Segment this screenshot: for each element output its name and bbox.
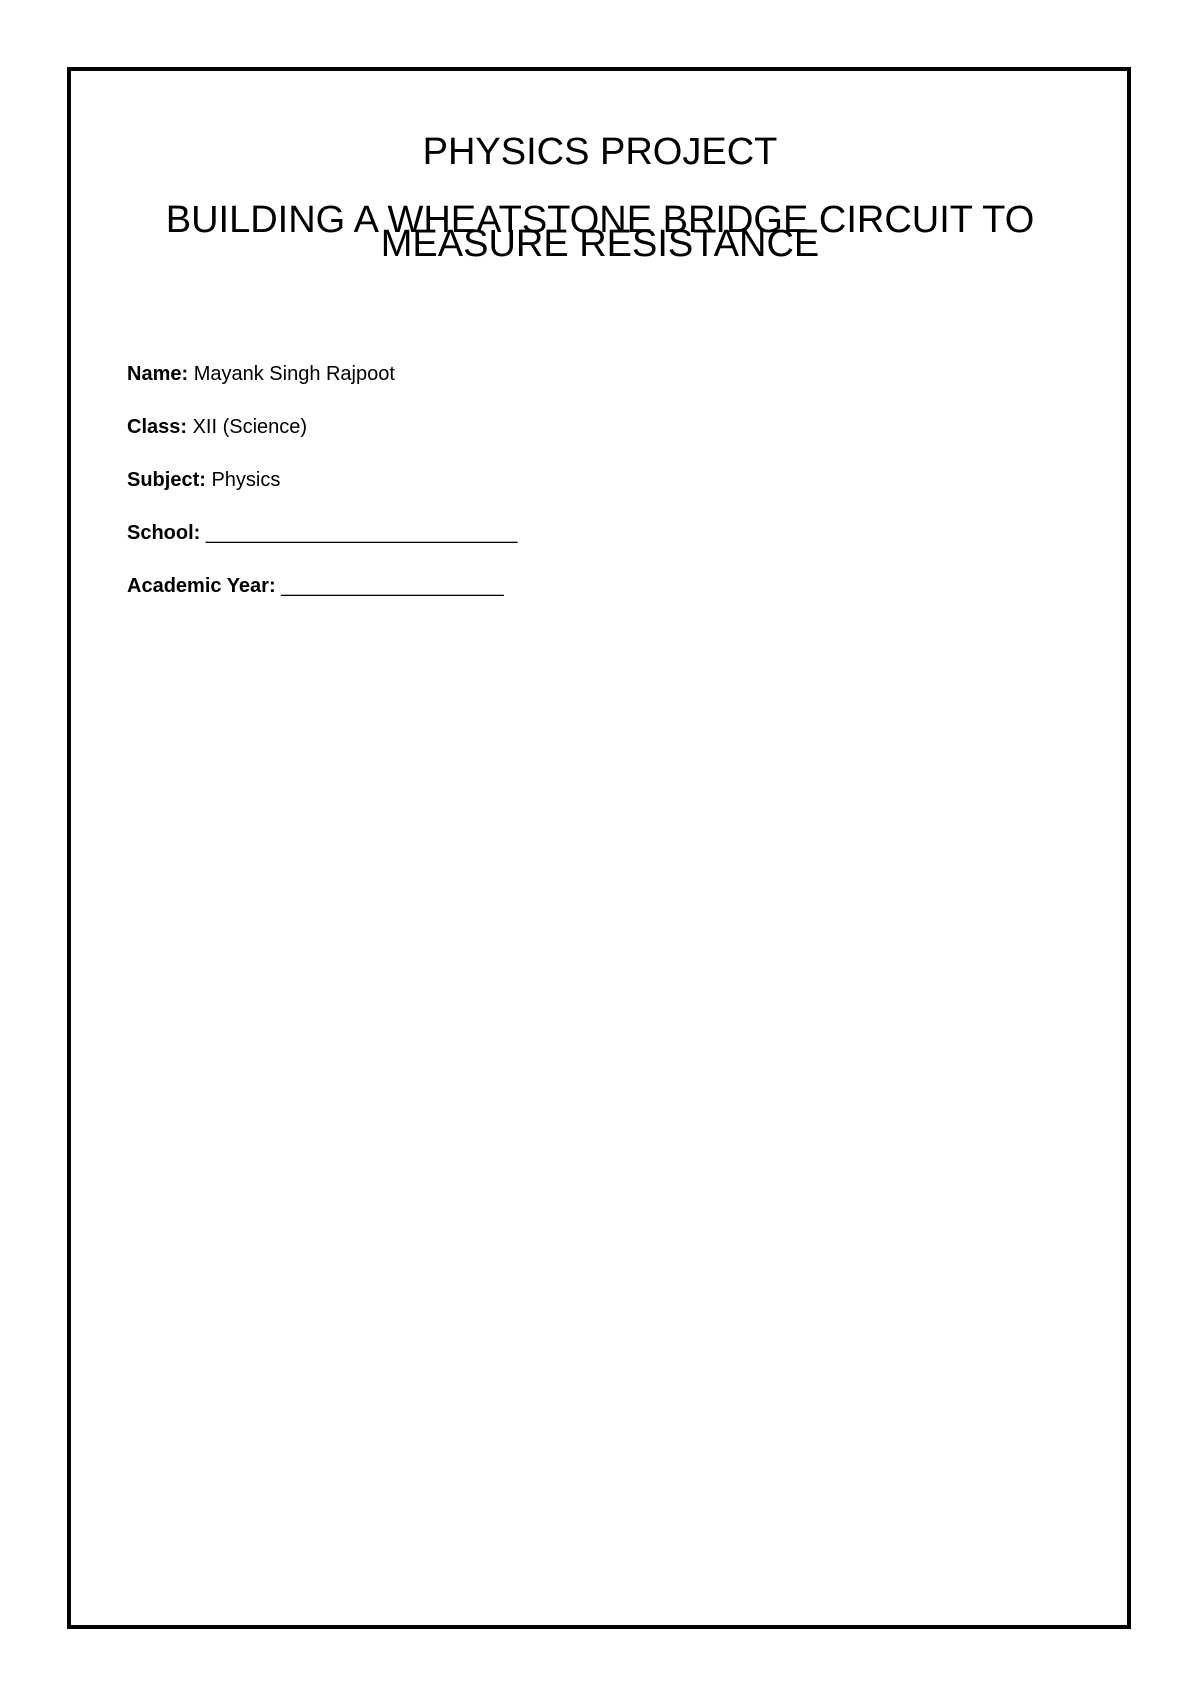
project-subtitle: BUILDING A WHEATSTONE BRIDGE CIRCUIT TO MEASURE RESISTANCE	[165, 199, 1035, 265]
field-value: Physics	[205, 469, 281, 491]
field-label: Subject:	[127, 469, 206, 491]
subject-field	[127, 466, 517, 519]
school-field	[127, 519, 517, 572]
page-border	[67, 67, 1131, 1629]
project-title: PHYSICS PROJECT	[422, 131, 778, 173]
field-label: Academic Year:	[127, 575, 276, 597]
field-value: ____________________________	[200, 522, 518, 544]
field-value: ____________________	[275, 575, 504, 597]
field-label: School:	[127, 522, 201, 544]
field-value: XII (Science)	[187, 416, 308, 438]
field-label: Class:	[127, 416, 188, 438]
field-label: Name:	[127, 363, 189, 385]
name-field	[127, 360, 517, 413]
class-field	[127, 413, 517, 466]
academic-year-field	[127, 572, 517, 625]
student-info-list	[127, 360, 517, 625]
field-value: Mayank Singh Rajpoot	[188, 363, 395, 385]
